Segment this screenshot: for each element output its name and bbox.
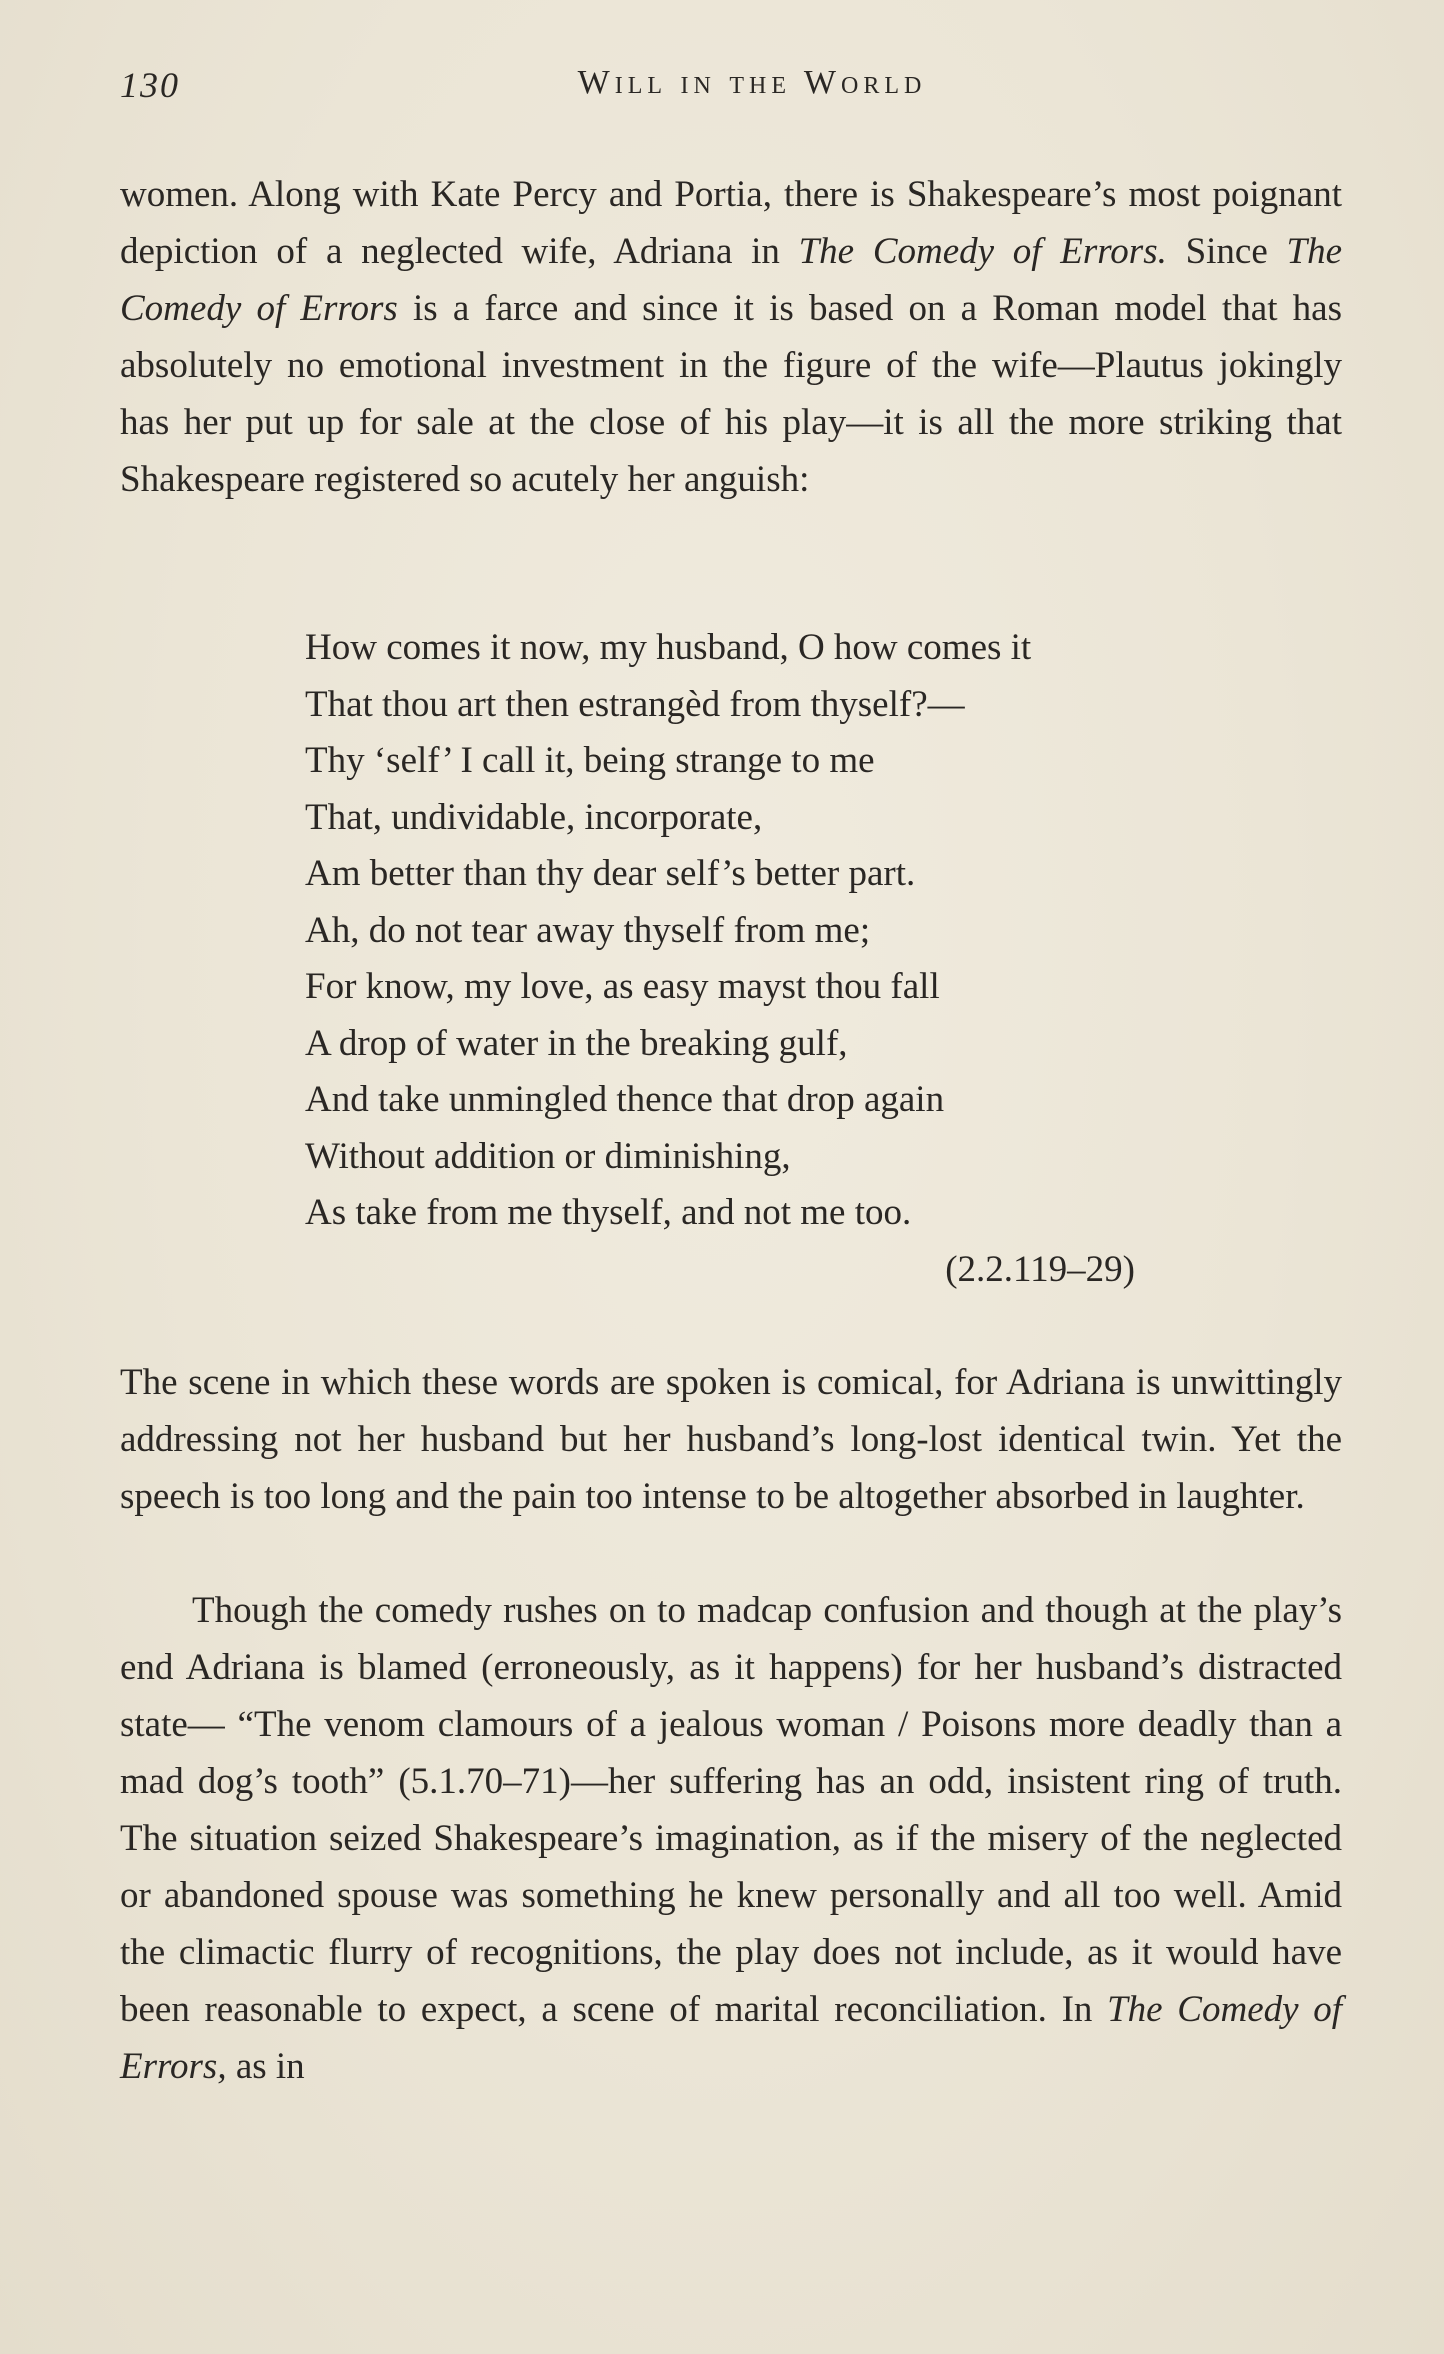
verse-line: For know, my love, as easy mayst thou fall	[305, 966, 940, 1007]
paragraph-2	[120, 1354, 1342, 1525]
paragraph-1-text-b: Since	[1166, 231, 1287, 272]
verse-line: As take from me thyself, and not me too.	[305, 1192, 912, 1233]
play-title: The Comedy of Errors.	[798, 231, 1167, 272]
page-number: 130	[120, 65, 180, 105]
verse-line: Am better than thy dear self’s better part.	[305, 853, 916, 894]
verse-line: A drop of water in the breaking gulf,	[305, 1022, 848, 1064]
running-head: Will in the World	[577, 64, 927, 101]
verse-line: That, undividable, incorporate,	[305, 796, 763, 838]
paragraph-3	[120, 1582, 1342, 2095]
verse-line: Without addition or diminishing,	[305, 1135, 791, 1177]
verse-line: And take unmingled thence that drop again	[305, 1079, 945, 1120]
verse-line: How comes it now, my husband, O how comes it	[305, 627, 1032, 668]
paragraph-3-text-b: as in	[226, 2046, 305, 2087]
play-title: The Comedy of Errors,	[120, 1989, 1342, 2087]
verse-line: Thy ‘self’ I call it, being strange to me	[305, 740, 875, 781]
play-title: The Comedy of Errors	[120, 231, 1342, 329]
paragraph-1-text-a: women. Along with Kate Percy and Portia, there is Shakespeare’s most poignant depiction of a neglected wife, Adriana in	[120, 174, 1342, 272]
paragraph-3-text-a: Though the comedy rushes on to madcap confusion and though at the play’s end Adriana is blamed (erroneously, as it happens) for her husband’s distracted state— “The venom clamours of a jealous woman / Poisons more deadly than a mad dog’s tooth” (5.1.70–71)—her suffering has an odd, insistent ring of truth. The situation seized Shakespeare’s imagination, as if the misery of the neglected or abandoned spouse was something he knew personally and all too well. Amid the climactic flurry of recognitions, the play does not include, as it would have been reasonable to expect, a scene of marital reconciliation. In	[120, 1590, 1342, 2030]
page-header	[120, 64, 1344, 114]
paragraph-2-text: The scene in which these words are spoken is comical, for Adriana is unwittingly addressing not her husband but her husband’s long-lost identical twin. Yet the speech is too long and the pain too intense to be altogether absorbed in laughter.	[120, 1362, 1342, 1517]
verse-line: Ah, do not tear away thyself from me;	[305, 909, 871, 951]
verse-quotation	[305, 620, 1135, 1298]
paragraph-1-text-c: is a farce and since it is based on a Roman model that has absolutely no emotional investment in the figure of the wife—Plautus jokingly has her put up for sale at the close of his play—it is all the more striking that Shakespeare registered so acutely her anguish:	[120, 288, 1342, 500]
verse-citation: (2.2.119–29)	[945, 1248, 1135, 1290]
paragraph-1	[120, 166, 1342, 508]
verse-line: That thou art then estrangèd from thyself?—	[305, 683, 965, 725]
